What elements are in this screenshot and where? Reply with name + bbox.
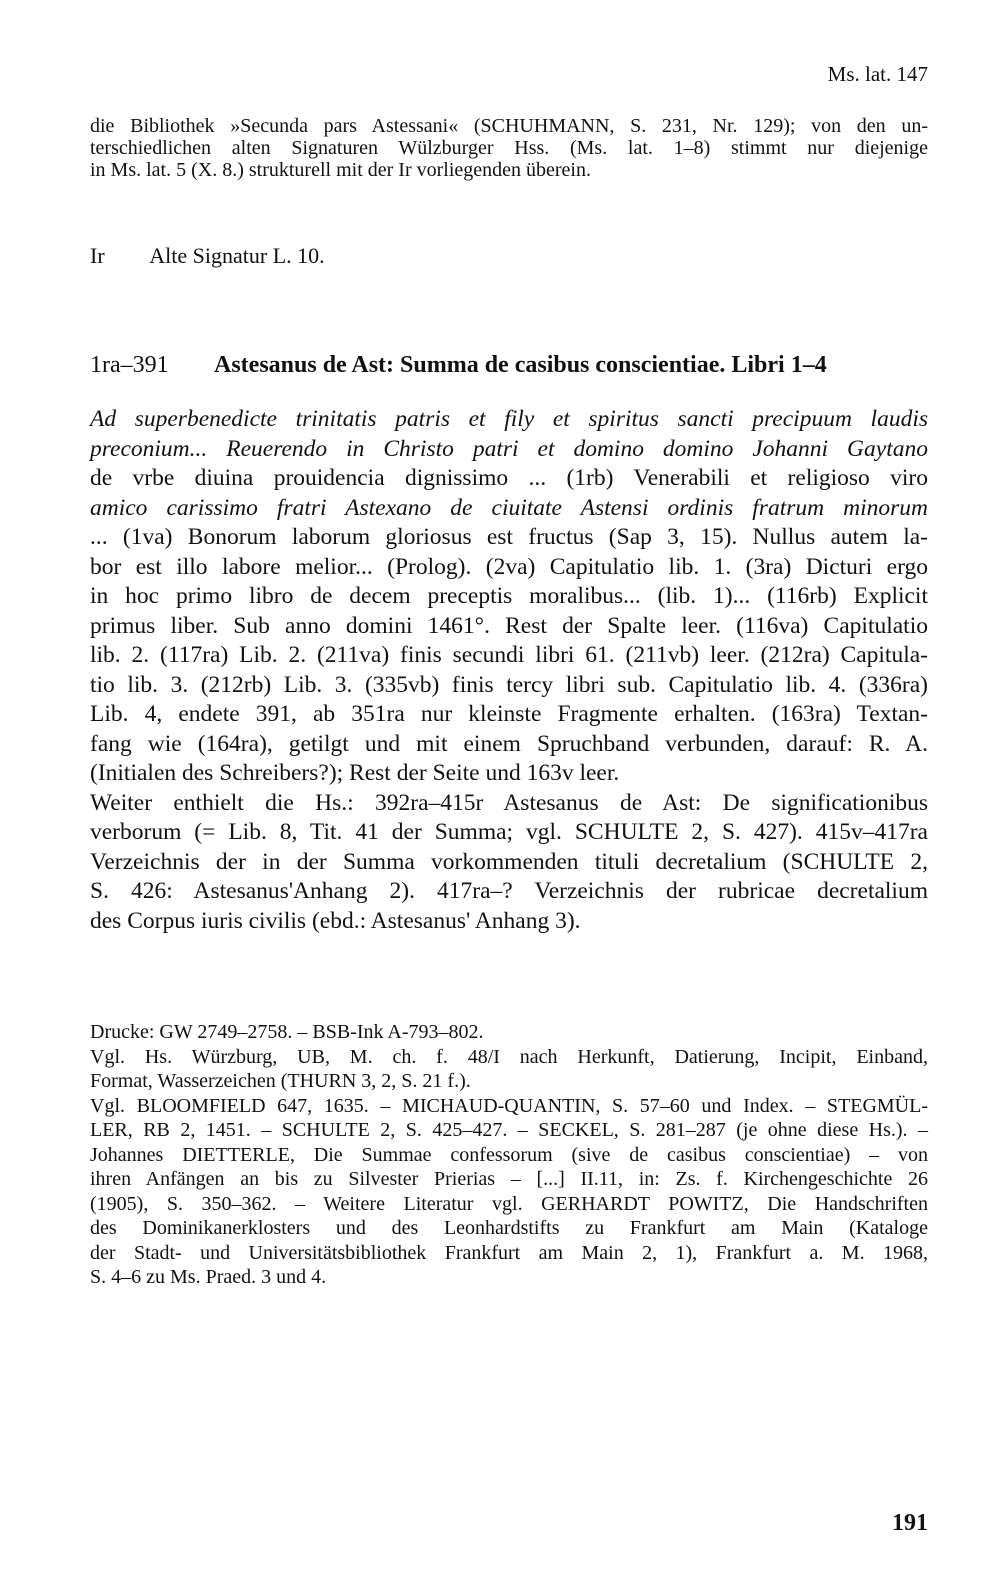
description-line: ... (1va) Bonorum laborum gloriosus est fructus (Sap 3, 15). Nullus autem la-: [90, 524, 928, 550]
literature-section: [90, 1020, 928, 1290]
description-line: Verzeichnis der in der Summa vorkommenden tituli decretalium (SCHULTE 2,: [90, 848, 928, 875]
literature-line: Vgl. Hs. Würzburg, UB, M. ch. f. 48/I nach Herkunft, Datierung, Incipit, Einband,: [90, 1045, 928, 1068]
description-line: S. 426: Astesanus'Anhang 2). 417ra–? Verzeichnis der rubricae decretalium: [90, 878, 928, 904]
description-line: verborum (= Lib. 8, Tit. 41 der Summa; vgl. SCHULTE 2, S. 427). 415v–417ra: [90, 819, 928, 845]
literature-line: des Dominikanerklosters und des Leonhardstifts zu Frankfurt am Main (Kataloge: [90, 1217, 928, 1239]
description-line: tio lib. 3. (212rb) Lib. 3. (335vb) finis tercy libri sub. Capitulatio lib. 4. (336ra): [90, 671, 928, 698]
description-line: des Corpus iuris civilis (ebd.: Astesanus' Anhang 3).: [90, 907, 581, 934]
entry-folio-range: 1ra–391: [90, 352, 169, 378]
signature-folio-ref: Ir: [90, 243, 105, 268]
description-line: Ad superbenedicte trinitatis patris et fily et spiritus sancti precipuum laudis: [90, 406, 928, 432]
literature-line: (1905), S. 350–362. – Weitere Literatur vgl. GERHARDT POWITZ, Die Handschriften: [90, 1192, 928, 1215]
description-line: Weiter enthielt die Hs.: 392ra–415r Astesanus de Ast: De significationibus: [90, 789, 928, 816]
description-line: in hoc primo libro de decem preceptis moralibus... (lib. 1)... (116rb) Explicit: [90, 583, 928, 609]
intro-paragraph: [90, 115, 928, 181]
signature-text: Alte Signatur L. 10.: [149, 243, 325, 268]
description-line: primus liber. Sub anno domini 1461°. Rest der Spalte leer. (116va) Capitulatio: [90, 612, 928, 639]
literature-line: Drucke: GW 2749–2758. – BSB-Ink A-793–802.: [90, 1021, 484, 1043]
description-line: lib. 2. (117ra) Lib. 2. (211va) finis secundi libri 61. (211vb) leer. (212ra) Capitula-: [90, 642, 928, 668]
running-header-shelfmark: Ms. lat. 147: [827, 62, 928, 86]
entry-heading: [90, 352, 928, 379]
description-line: preconium... Reuerendo in Christo patri et domino domino Johanni Gaytano: [90, 435, 928, 462]
literature-line: Format, Wasserzeichen (THURN 3, 2, S. 21 f.).: [90, 1070, 471, 1092]
old-signature: [90, 243, 325, 269]
description-line: fang wie (164ra), getilgt und mit einem Spruchband verbunden, darauf: R. A.: [90, 730, 928, 757]
literature-line: LER, RB 2, 1451. – SCHULTE 2, S. 425–427. – SECKEL, S. 281–287 (je ohne diese Hs.). –: [90, 1119, 928, 1141]
literature-line: S. 4–6 zu Ms. Praed. 3 und 4.: [90, 1266, 327, 1288]
literature-line: ihren Anfängen an bis zu Silvester Prierias – [...] II.11, in: Zs. f. Kirchengeschichte 26: [90, 1168, 928, 1190]
description-line: amico carissimo fratri Astexano de ciuitate Astensi ordinis fratrum minorum: [90, 494, 928, 521]
entry-description: [90, 405, 928, 936]
literature-line: der Stadt- und Universitätsbibliothek Frankfurt am Main 2, 1), Frankfurt a. M. 1968,: [90, 1241, 928, 1264]
literature-line: Johannes DIETTERLE, Die Summae confessorum (sive de casibus conscientiae) – von: [90, 1143, 928, 1166]
intro-line: die Bibliothek »Secunda pars Astessani« (SCHUHMANN, S. 231, Nr. 129); von den un-: [90, 115, 928, 137]
description-line: de vrbe diuina prouidencia dignissimo ... (1rb) Venerabili et religioso viro: [90, 465, 928, 491]
intro-line: in Ms. lat. 5 (X. 8.) strukturell mit der Ir vorliegenden überein.: [90, 159, 591, 181]
description-line: Lib. 4, endete 391, ab 351ra nur kleinste Fragmente erhalten. (163ra) Textan-: [90, 701, 928, 727]
literature-line: Vgl. BLOOMFIELD 647, 1635. – MICHAUD-QUANTIN, S. 57–60 und Index. – STEGMÜL-: [90, 1094, 928, 1117]
entry-title: Astesanus de Ast: Summa de casibus conscientiae. Libri 1–4: [214, 352, 827, 378]
description-line: bor est illo labore melior... (Prolog). (2va) Capitulatio lib. 1. (3ra) Dicturi ergo: [90, 553, 928, 580]
description-line: (Initialen des Schreibers?); Rest der Seite und 163v leer.: [90, 760, 620, 786]
page-number: 191: [892, 1510, 928, 1536]
intro-line: terschiedlichen alten Signaturen Wülzburger Hss. (Ms. lat. 1–8) stimmt nur diejenige: [90, 137, 928, 159]
